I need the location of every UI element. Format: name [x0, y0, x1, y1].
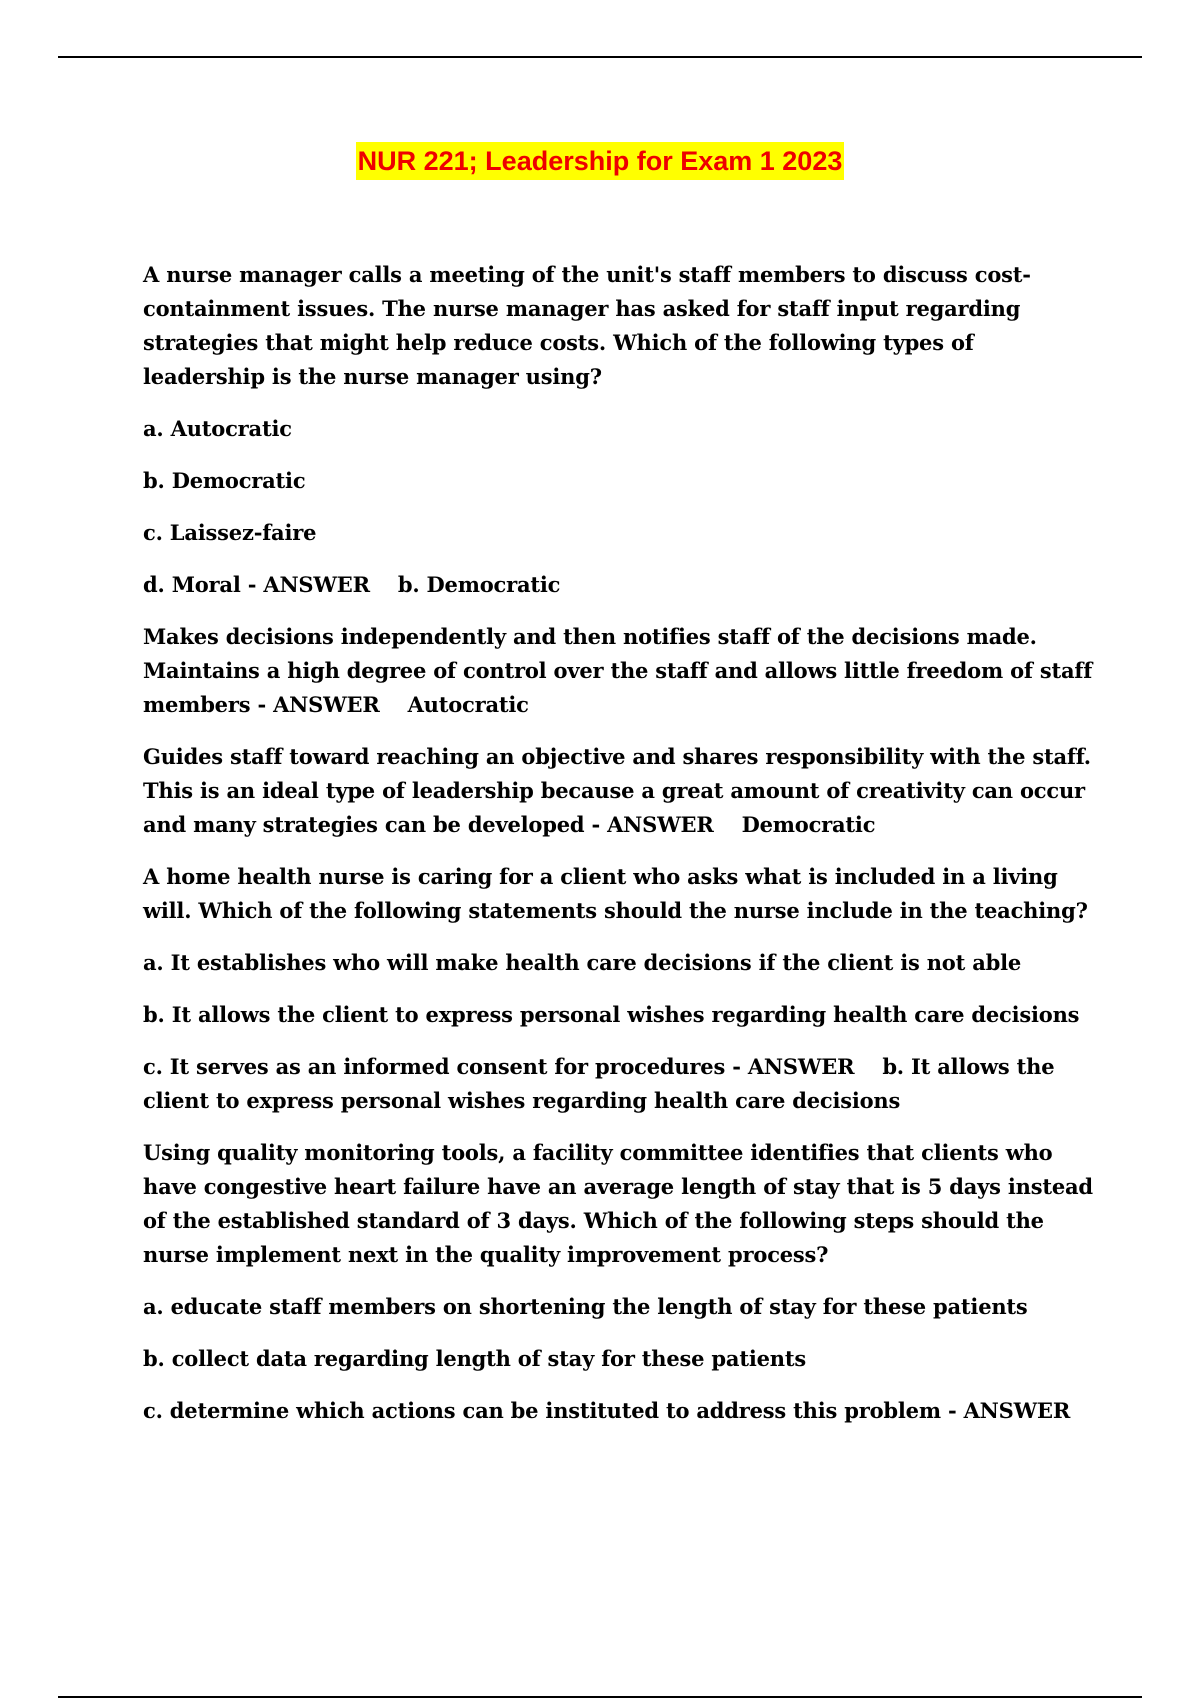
question-5-option-a: a. educate staff members on shortening the length of stay for these patients — [143, 1294, 1028, 1319]
bottom-rule — [58, 1696, 1142, 1698]
question-4-answer: b. It allows the client to express personal wishes regarding health care decisions — [143, 1054, 1055, 1113]
question-1-option-a: a. Autocratic — [143, 416, 292, 441]
question-3-answer: Democratic — [741, 812, 876, 837]
question-2-answer: Autocratic — [407, 692, 529, 717]
question-3 — [143, 740, 1093, 842]
question-5-stem: Using quality monitoring tools, a facility committee identifies that clients who have congestive heart failure have an average length of stay that is 5 days instead of the established standard of 3 days. Which of the following steps should the nurse implement next in the quality improvement process? — [143, 1140, 1093, 1267]
question-4-option-a: a. It establishes who will make health care decisions if the client is not able — [143, 950, 1022, 975]
question-2-stem: Makes decisions independently and then notifies staff of the decisions made. Maintains a high degree of control over the staff and allows little freedom of staff members - ANSWER — [143, 624, 1093, 717]
question-1-answer: b. Democratic — [397, 572, 561, 597]
top-rule — [58, 56, 1142, 58]
title-container — [0, 142, 1200, 180]
question-1-option-b: b. Democratic — [143, 468, 306, 493]
question-1-option-c: c. Laissez-faire — [143, 520, 317, 545]
question-5-option-c: c. determine which actions can be instituted to address this problem - ANSWER — [143, 1398, 1071, 1423]
document-title: NUR 221; Leadership for Exam 1 2023 — [356, 142, 845, 180]
question-5-option-b: b. collect data regarding length of stay for these patients — [143, 1346, 806, 1371]
question-2 — [143, 620, 1093, 722]
question-4-option-b: b. It allows the client to express personal wishes regarding health care decisions — [143, 1002, 1080, 1027]
question-1-option-d-text: d. Moral - ANSWER — [143, 572, 370, 597]
question-3-stem: Guides staff toward reaching an objective and shares responsibility with the staff. This is an ideal type of leadership because a great amount of creativity can occur and many strategies can be developed - ANSWER — [143, 744, 1091, 837]
document-body — [143, 258, 1093, 1446]
question-4-stem: A home health nurse is caring for a client who asks what is included in a living will. Which of the following statements should the nurse include in the teaching? — [143, 864, 1088, 923]
question-4-option-c — [143, 1050, 1093, 1118]
question-1-stem: A nurse manager calls a meeting of the unit's staff members to discuss cost-containment issues. The nurse manager has asked for staff input regarding strategies that might help reduce costs. Which of the following types of leadership is the nurse manager using? — [143, 262, 1031, 389]
question-1-option-d — [143, 568, 1093, 602]
question-4-option-c-text: c. It serves as an informed consent for procedures - ANSWER — [143, 1054, 855, 1079]
